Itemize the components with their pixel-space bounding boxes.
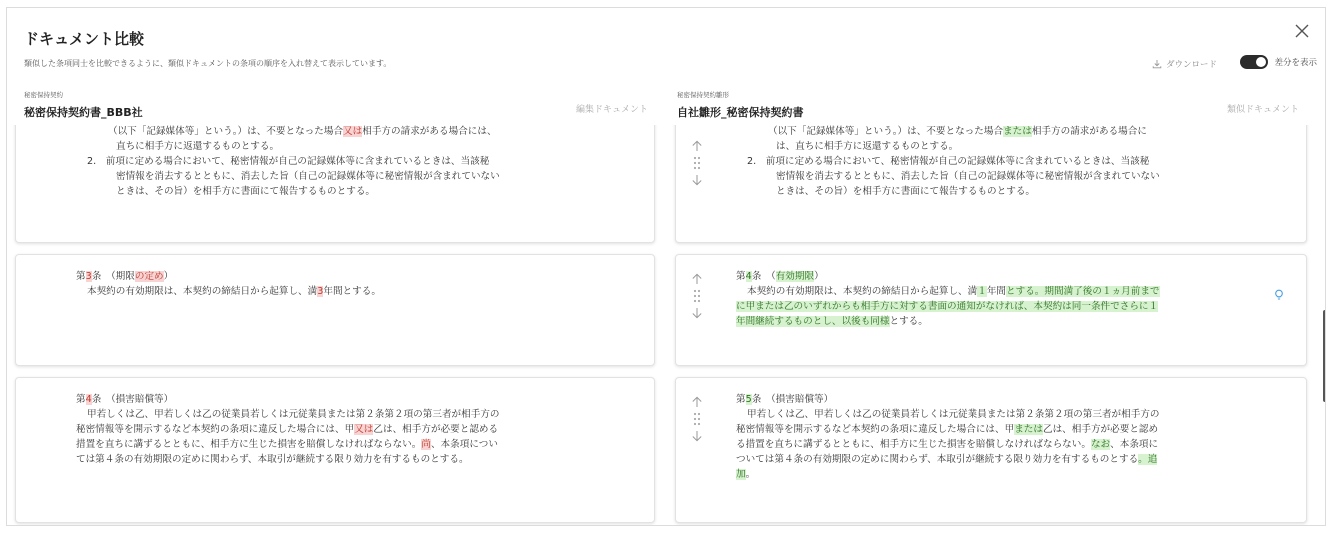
added-text: とする。期間満了後の１ヵ月前まで (1006, 286, 1160, 297)
deleted-text: 又は (343, 126, 363, 137)
unchanged-text: 条 （期限 (91, 271, 135, 282)
unchanged-text: 年間 (986, 286, 1007, 297)
right-doc-category: 秘密保持契約雛形 (677, 91, 729, 99)
download-button[interactable] (1152, 58, 1217, 70)
lightbulb-icon[interactable] (1274, 289, 1284, 301)
arrow-down-icon[interactable] (691, 307, 703, 319)
left-doc-name: 秘密保持契約書_BBB社 (24, 106, 143, 119)
added-text: 5 (745, 394, 752, 405)
drag-handle-icon[interactable] (693, 289, 701, 303)
unchanged-text: 秘密情報等を開示するなど本契約の条項に違反した場合には、甲 (76, 424, 355, 435)
unchanged-text: ） (163, 271, 174, 282)
unchanged-text: 年間とする。 (323, 286, 381, 297)
clause-line (736, 407, 1256, 422)
clause-line (76, 154, 611, 169)
document-compare-dialog (6, 7, 1326, 526)
download-icon (1152, 59, 1162, 69)
added-text: なお (1090, 439, 1111, 450)
added-text: 4 (745, 271, 752, 282)
clause-line (76, 452, 611, 467)
unchanged-text: 相手方の請求がある場合に (1031, 126, 1147, 137)
added-text: または (1014, 424, 1043, 435)
right-document-header (677, 88, 1307, 124)
left-clause-card[interactable] (15, 125, 655, 243)
unchanged-text: 、本条項につい (430, 439, 498, 450)
clause-text (76, 125, 611, 199)
deleted-text: の定め (134, 271, 164, 282)
clause-line (76, 169, 611, 184)
unchanged-text: 密情報を消去するとともに、消去した旨（自己の記録媒体等に秘密情報が含まれていない (776, 171, 1160, 182)
unchanged-text: 甲若しくは乙、甲若しくは乙の従業員若しくは元従業員または第２条第２項の第三者が相手方の (747, 409, 1160, 420)
clause-text (76, 392, 611, 467)
unchanged-text: 直ちに相手方に返還するものとする。 (116, 141, 280, 152)
dialog-header (7, 8, 1325, 88)
left-clause-card[interactable] (15, 377, 655, 523)
clause-line (736, 284, 1256, 299)
unchanged-text: 条 （損害賠償等） (91, 394, 174, 405)
unchanged-text: 第 (736, 271, 746, 282)
clause-line (736, 169, 1256, 184)
unchanged-text: とする。 (889, 316, 928, 327)
drag-handle-icon[interactable] (693, 412, 701, 426)
clause-line (76, 184, 611, 199)
added-text: 。追 (1138, 454, 1158, 465)
dialog-title: ドキュメント比較 (24, 30, 145, 48)
unchanged-text: 本契約の有効期限は、本契約の締結日から起算し、満 (87, 286, 318, 297)
scrollbar-thumb[interactable] (1323, 310, 1326, 402)
unchanged-text: 乙は、相手方が必要と認め (1043, 424, 1159, 435)
right-doc-role: 類似ドキュメント (1226, 105, 1299, 115)
clause-line (76, 437, 611, 452)
right-clause-card[interactable] (675, 377, 1307, 523)
unchanged-text: 第 (76, 271, 86, 282)
unchanged-text: 本契約の有効期限は、本契約の締結日から起算し、満 (747, 286, 978, 297)
clause-line (76, 407, 611, 422)
close-icon (1293, 22, 1311, 40)
unchanged-text: 乙は、相手方が必要と認める (373, 424, 499, 435)
clause-text (736, 392, 1256, 482)
unchanged-text: ） (814, 271, 824, 282)
unchanged-text: （以下「記録媒体等」という。）は、不要となった場合 (108, 126, 344, 137)
unchanged-text: 2. 前項に定める場合において、秘密情報が自己の記録媒体等に含まれているときは、当該秘 (87, 156, 490, 167)
left-doc-category: 秘密保持契約 (24, 91, 63, 99)
clause-line (76, 269, 611, 284)
arrow-up-icon[interactable] (691, 396, 703, 408)
unchanged-text: る措置を直ちに講ずるとともに、相手方に生じた損害を賠償しなければならない。 (736, 439, 1091, 450)
deleted-text: 又は (354, 424, 374, 435)
diff-toggle[interactable] (1240, 55, 1317, 69)
added-text: １ (977, 286, 987, 297)
deleted-text: 尚 (421, 439, 431, 450)
clause-line (76, 392, 611, 407)
drag-handle-icon[interactable] (693, 156, 701, 170)
unchanged-text: 第 (76, 394, 86, 405)
unchanged-text: ついては第４条の有効期限の定めに関わらず、本取引が継続する限り効力を有するものとする (736, 454, 1139, 465)
unchanged-text: 措置を直ちに講ずるとともに、相手方に生じた損害を賠償しなければならない。 (76, 439, 422, 450)
clause-text (736, 269, 1256, 329)
left-document-header (24, 88, 656, 124)
unchanged-text: 。 (745, 469, 756, 480)
clause-line (76, 139, 611, 154)
deleted-text: 4 (85, 394, 92, 405)
clause-line (736, 392, 1256, 407)
clause-line (736, 422, 1256, 437)
unchanged-text: 秘密情報等を開示するなど本契約の条項に違反した場合には、甲 (736, 424, 1015, 435)
toggle-switch[interactable] (1240, 55, 1268, 69)
deleted-text: 3 (317, 286, 324, 297)
added-text: 有効期限 (775, 271, 815, 282)
unchanged-text: ときは、その旨）を相手方に書面にて報告するものとする。 (116, 186, 376, 197)
right-clause-card[interactable] (675, 254, 1307, 366)
arrow-down-icon[interactable] (691, 430, 703, 442)
clause-line (736, 184, 1256, 199)
dialog-subtitle: 類似した条項同士を比較できるように、類似ドキュメントの条項の順序を入れ替えて表示しています。 (24, 59, 392, 68)
clause-line (76, 125, 611, 139)
clause-text (76, 269, 611, 299)
unchanged-text: 2. 前項に定める場合において、秘密情報が自己の記録媒体等に含まれているときは、当該秘 (747, 156, 1150, 167)
unchanged-text: 第 (736, 394, 746, 405)
clause-line (76, 422, 611, 437)
arrow-up-icon[interactable] (691, 273, 703, 285)
reorder-controls (690, 273, 704, 319)
unchanged-text: 条 （損害賠償等） (751, 394, 834, 405)
unchanged-text: は、直ちに相手方に返還するものとする。 (776, 141, 959, 152)
unchanged-text: 相手方の請求がある場合には、 (362, 126, 497, 137)
right-clause-card[interactable] (675, 125, 1307, 243)
clause-line (736, 154, 1256, 169)
edited-document-pane[interactable] (7, 125, 667, 526)
unchanged-text: （以下「記録媒体等」という。）は、不要となった場合 (768, 126, 1004, 137)
added-text: 加 (736, 469, 746, 480)
download-label: ダウンロード (1165, 60, 1217, 70)
clause-line (736, 125, 1256, 139)
clause-line (736, 314, 1256, 329)
unchanged-text: ては第４条の有効期限の定めに関わらず、本取引が継続する限り効力を有するものとする。 (76, 454, 469, 465)
clause-line (736, 437, 1256, 452)
clause-line (76, 284, 611, 299)
added-text: または (1003, 126, 1032, 137)
clause-text (736, 125, 1256, 199)
diff-toggle-label: 差分を表示 (1274, 58, 1317, 68)
unchanged-text: 条 （ (751, 271, 776, 282)
added-text: 年間継続するものとし、以後も同様 (736, 316, 890, 327)
clause-line (736, 299, 1256, 314)
clause-line (736, 467, 1256, 482)
left-clause-card[interactable] (15, 254, 655, 366)
reorder-controls (690, 396, 704, 442)
clause-line (736, 139, 1256, 154)
unchanged-text: 、本条項に (1110, 439, 1159, 450)
unchanged-text: 甲若しくは乙、甲若しくは乙の従業員若しくは元従業員または第２条第２項の第三者が相手方の (87, 409, 500, 420)
clause-line (736, 269, 1256, 284)
close-button[interactable] (1293, 22, 1311, 40)
arrow-up-icon[interactable] (691, 140, 703, 152)
similar-document-pane[interactable] (667, 125, 1315, 526)
clause-line (736, 452, 1256, 467)
deleted-text: 3 (85, 271, 92, 282)
added-text: に甲または乙のいずれからも相手方に対する書面の通知がなければ、本契約は同一条件でさらに１ (736, 301, 1159, 312)
toggle-knob (1256, 57, 1266, 67)
left-doc-role: 編集ドキュメント (575, 105, 648, 115)
reorder-controls (690, 140, 704, 186)
unchanged-text: 密情報を消去するとともに、消去した旨（自己の記録媒体等に秘密情報が含まれていない (116, 171, 500, 182)
unchanged-text: ときは、その旨）を相手方に書面にて報告するものとする。 (776, 186, 1036, 197)
arrow-down-icon[interactable] (691, 174, 703, 186)
right-doc-name: 自社雛形_秘密保持契約書 (677, 106, 804, 119)
